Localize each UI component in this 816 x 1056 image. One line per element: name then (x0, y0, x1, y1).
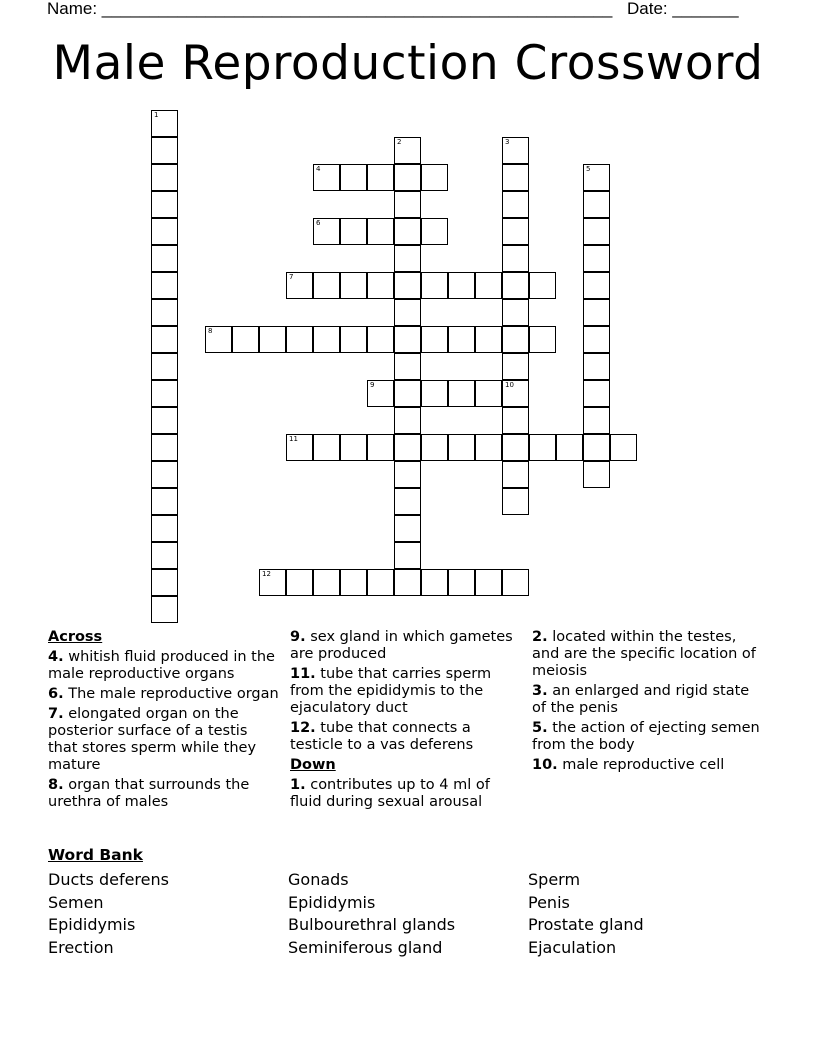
clue-number-label: 1 (154, 111, 159, 119)
crossword-cell[interactable] (502, 245, 529, 272)
crossword-cell[interactable] (151, 542, 178, 569)
clue-text: located within the testes, and are the specific location of meiosis (532, 629, 756, 679)
crossword-cell[interactable] (313, 164, 340, 191)
clue-text: the action of ejecting semen from the body (532, 720, 760, 753)
crossword-cell[interactable] (394, 461, 421, 488)
word-bank-item: Epididymis (288, 892, 376, 912)
clue-item (290, 720, 522, 754)
clue-item (48, 686, 280, 703)
clue-item (532, 683, 764, 717)
crossword-cell[interactable] (394, 569, 421, 596)
crossword-cell[interactable] (151, 515, 178, 542)
crossword-cell[interactable] (502, 569, 529, 596)
crossword-cell[interactable] (151, 596, 178, 623)
crossword-cell[interactable] (502, 461, 529, 488)
crossword-cell[interactable] (583, 191, 610, 218)
clues-column-2 (290, 629, 522, 814)
word-bank-item: Erection (48, 937, 114, 957)
crossword-cell[interactable] (421, 164, 448, 191)
clue-number: 10. (532, 757, 558, 773)
crossword-cell[interactable] (502, 191, 529, 218)
crossword-cell[interactable] (394, 380, 421, 407)
clue-text: whitish fluid produced in the male reproductive organs (48, 649, 275, 682)
crossword-cell[interactable] (448, 272, 475, 299)
crossword-cell[interactable] (151, 110, 178, 137)
word-bank-item: Ducts deferens (48, 870, 169, 889)
crossword-cell[interactable] (394, 137, 421, 164)
crossword-cell[interactable] (313, 434, 340, 461)
crossword-cell[interactable] (502, 164, 529, 191)
word-bank-column-3 (528, 869, 644, 959)
crossword-cell[interactable] (421, 272, 448, 299)
crossword-cell[interactable] (394, 434, 421, 461)
word-bank-item: Seminiferous gland (288, 937, 443, 957)
crossword-cell[interactable] (340, 326, 367, 353)
word-bank-item: Epididymis (48, 915, 136, 934)
crossword-cell[interactable] (583, 434, 610, 461)
clue-text: tube that connects a testicle to a vas deferens (290, 720, 474, 753)
crossword-cell[interactable] (286, 569, 313, 596)
clue-number-label: 9 (370, 381, 375, 389)
crossword-cell[interactable] (340, 272, 367, 299)
crossword-cell[interactable] (367, 434, 394, 461)
crossword-cell[interactable] (205, 326, 232, 353)
crossword-cell[interactable] (151, 569, 178, 596)
crossword-cell[interactable] (475, 326, 502, 353)
word-bank-title: Word Bank (48, 846, 143, 864)
crossword-cell[interactable] (313, 569, 340, 596)
crossword-cell[interactable] (394, 488, 421, 515)
crossword-cell[interactable] (583, 407, 610, 434)
clue-text: tube that carries sperm from the epididymis to the ejaculatory duct (290, 666, 492, 716)
clue-number-label: 8 (208, 327, 213, 335)
crossword-cell[interactable] (394, 542, 421, 569)
crossword-cell[interactable] (259, 326, 286, 353)
crossword-cell[interactable] (367, 164, 394, 191)
crossword-cell[interactable] (475, 272, 502, 299)
crossword-cell[interactable] (421, 569, 448, 596)
name-field[interactable]: Name: ______________________________________________________ (47, 0, 613, 18)
crossword-cell[interactable] (502, 137, 529, 164)
crossword-cell[interactable] (286, 326, 313, 353)
clue-number: 1. (290, 777, 306, 793)
crossword-cell[interactable] (448, 326, 475, 353)
crossword-cell[interactable] (448, 434, 475, 461)
crossword-cell[interactable] (394, 407, 421, 434)
crossword-cell[interactable] (286, 272, 313, 299)
clue-number: 2. (532, 629, 548, 645)
clue-number-label: 12 (262, 570, 271, 578)
crossword-cell[interactable] (421, 380, 448, 407)
clue-item (48, 777, 280, 811)
crossword-cell[interactable] (151, 245, 178, 272)
word-bank-item: Prostate gland (528, 915, 644, 934)
clue-text: elongated organ on the posterior surface of a testis that stores sperm while they mature (48, 706, 257, 773)
crossword-cell[interactable] (394, 353, 421, 380)
crossword-cell[interactable] (394, 245, 421, 272)
crossword-cell[interactable] (556, 434, 583, 461)
crossword-cell[interactable] (340, 434, 367, 461)
crossword-cell[interactable] (151, 272, 178, 299)
crossword-cell[interactable] (475, 569, 502, 596)
crossword-cell[interactable] (367, 218, 394, 245)
crossword-cell[interactable] (529, 326, 556, 353)
clue-number: 9. (290, 629, 306, 645)
clue-number-label: 11 (289, 435, 298, 443)
crossword-cell[interactable] (583, 380, 610, 407)
clue-number-label: 5 (586, 165, 591, 173)
crossword-cell[interactable] (421, 326, 448, 353)
date-field[interactable]: Date: _______ (627, 0, 739, 18)
clue-number-label: 2 (397, 138, 402, 146)
clue-text: contributes up to 4 ml of fluid during sexual arousal (290, 777, 490, 810)
clue-item (532, 629, 764, 680)
word-bank-item: Bulbourethral glands (288, 915, 456, 934)
crossword-cell[interactable] (394, 272, 421, 299)
clue-text: organ that surrounds the urethra of males (48, 777, 250, 810)
crossword-cell[interactable] (340, 218, 367, 245)
clue-number: 8. (48, 777, 64, 793)
crossword-cell[interactable] (151, 164, 178, 191)
across-heading: Across (48, 629, 103, 645)
clues-column-1 (48, 629, 280, 814)
crossword-cell[interactable] (502, 488, 529, 515)
clue-item (48, 649, 280, 683)
crossword-cell[interactable] (421, 218, 448, 245)
word-bank-item: Sperm (528, 870, 581, 889)
clue-number: 12. (290, 720, 316, 736)
clue-item (290, 777, 522, 811)
crossword-cell[interactable] (151, 326, 178, 353)
clues-column-3 (532, 629, 764, 777)
clue-text: sex gland in which gametes are produced (290, 629, 513, 662)
clue-number-label: 10 (505, 381, 514, 389)
crossword-cell[interactable] (313, 272, 340, 299)
word-bank-column-1 (48, 869, 169, 959)
crossword-cell[interactable] (529, 434, 556, 461)
crossword-cell[interactable] (340, 569, 367, 596)
crossword-cell[interactable] (367, 326, 394, 353)
page-title: Male Reproduction Crossword (52, 36, 764, 91)
crossword-cell[interactable] (394, 326, 421, 353)
crossword-cell[interactable] (151, 299, 178, 326)
crossword-cell[interactable] (151, 488, 178, 515)
crossword-cell[interactable] (151, 380, 178, 407)
crossword-cell[interactable] (502, 326, 529, 353)
crossword-cell[interactable] (394, 218, 421, 245)
down-heading: Down (290, 757, 336, 773)
crossword-cell[interactable] (394, 164, 421, 191)
crossword-cell[interactable] (583, 461, 610, 488)
crossword-cell[interactable] (502, 218, 529, 245)
clue-item (290, 666, 522, 717)
crossword-cell[interactable] (583, 326, 610, 353)
crossword-cell[interactable] (151, 353, 178, 380)
clue-number-label: 4 (316, 165, 321, 173)
crossword-cell[interactable] (529, 272, 556, 299)
crossword-cell[interactable] (394, 299, 421, 326)
clue-number: 7. (48, 706, 64, 722)
crossword-cell[interactable] (367, 380, 394, 407)
crossword-cell[interactable] (610, 434, 637, 461)
clue-text: The male reproductive organ (63, 686, 279, 702)
clue-number: 3. (532, 683, 548, 699)
clue-item (532, 757, 764, 774)
word-bank-item: Ejaculation (528, 937, 617, 957)
crossword-cell[interactable] (583, 353, 610, 380)
crossword-cell[interactable] (367, 569, 394, 596)
clue-item (290, 629, 522, 663)
crossword-cell[interactable] (475, 434, 502, 461)
clue-item (48, 706, 280, 774)
word-bank-item: Gonads (288, 870, 349, 889)
crossword-cell[interactable] (502, 272, 529, 299)
crossword-cell[interactable] (151, 191, 178, 218)
clue-number: 4. (48, 649, 64, 665)
crossword-cell[interactable] (151, 137, 178, 164)
word-bank-item: Semen (48, 892, 104, 912)
crossword-cell[interactable] (367, 272, 394, 299)
crossword-cell[interactable] (583, 245, 610, 272)
clue-number-label: 6 (316, 219, 321, 227)
crossword-cell[interactable] (583, 299, 610, 326)
crossword-cell[interactable] (232, 326, 259, 353)
clue-number: 11. (290, 666, 316, 682)
crossword-cell[interactable] (313, 218, 340, 245)
clue-number: 6. (48, 686, 64, 702)
crossword-cell[interactable] (448, 569, 475, 596)
clue-item (532, 720, 764, 754)
clue-number: 5. (532, 720, 548, 736)
crossword-cell[interactable] (502, 353, 529, 380)
crossword-cell[interactable] (151, 434, 178, 461)
crossword-cell[interactable] (394, 515, 421, 542)
crossword-cell[interactable] (421, 434, 448, 461)
crossword-cell[interactable] (502, 299, 529, 326)
crossword-cell[interactable] (448, 380, 475, 407)
crossword-cell[interactable] (583, 218, 610, 245)
crossword-cell[interactable] (502, 407, 529, 434)
crossword-cell[interactable] (502, 434, 529, 461)
clue-number-label: 3 (505, 138, 510, 146)
crossword-cell[interactable] (313, 326, 340, 353)
crossword-cell[interactable] (151, 407, 178, 434)
crossword-cell[interactable] (286, 434, 313, 461)
word-bank-column-2 (288, 869, 455, 959)
crossword-cell[interactable] (583, 272, 610, 299)
clue-number-label: 7 (289, 273, 294, 281)
crossword-cell[interactable] (151, 218, 178, 245)
crossword-cell[interactable] (394, 191, 421, 218)
word-bank-item: Penis (528, 892, 570, 912)
crossword-cell[interactable] (151, 461, 178, 488)
crossword-cell[interactable] (340, 164, 367, 191)
crossword-cell[interactable] (583, 164, 610, 191)
clue-text: an enlarged and rigid state of the penis (532, 683, 750, 716)
crossword-cell[interactable] (502, 380, 529, 407)
crossword-cell[interactable] (475, 380, 502, 407)
clue-text: male reproductive cell (557, 757, 725, 773)
crossword-cell[interactable] (259, 569, 286, 596)
